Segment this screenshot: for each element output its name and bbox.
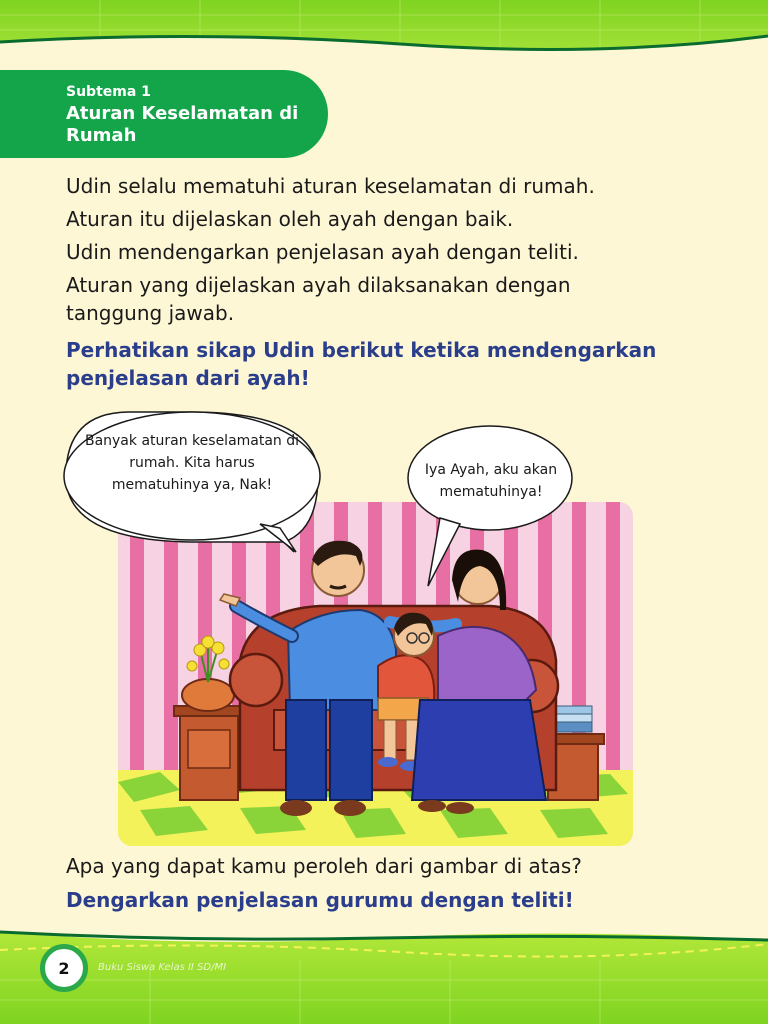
- instruction-listen: Dengarkan penjelasan gurumu dengan teliti!: [66, 888, 574, 912]
- child-speech-bubble: Iya Ayah, aku akan mematuhinya!: [424, 462, 558, 500]
- paragraph-3: Udin mendengarkan penjelasan ayah dengan teliti.: [66, 240, 579, 264]
- top-decorative-band: [0, 0, 768, 60]
- question-text: Apa yang dapat kamu peroleh dari gambar di atas?: [66, 854, 582, 878]
- page-number: 2: [40, 944, 88, 992]
- paragraph-1: Udin selalu mematuhi aturan keselamatan di rumah.: [66, 174, 595, 198]
- subtheme-title: Aturan Keselamatan di Rumah: [66, 103, 299, 146]
- subtheme-label: Subtema 1: [66, 84, 151, 100]
- paragraph-4: Aturan yang dijelaskan ayah dilaksanakan dengan tanggung jawab.: [66, 273, 571, 325]
- instruction-observe: Perhatikan sikap Udin berikut ketika mendengarkan penjelasan dari ayah!: [66, 338, 657, 390]
- paragraph-2: Aturan itu dijelaskan oleh ayah dengan baik.: [66, 207, 514, 231]
- father-speech-bubble: Banyak aturan keselamatan di rumah. Kita harus mematuhinya ya, Nak!: [84, 433, 300, 493]
- book-caption: Buku Siswa Kelas II SD/MI: [98, 962, 227, 973]
